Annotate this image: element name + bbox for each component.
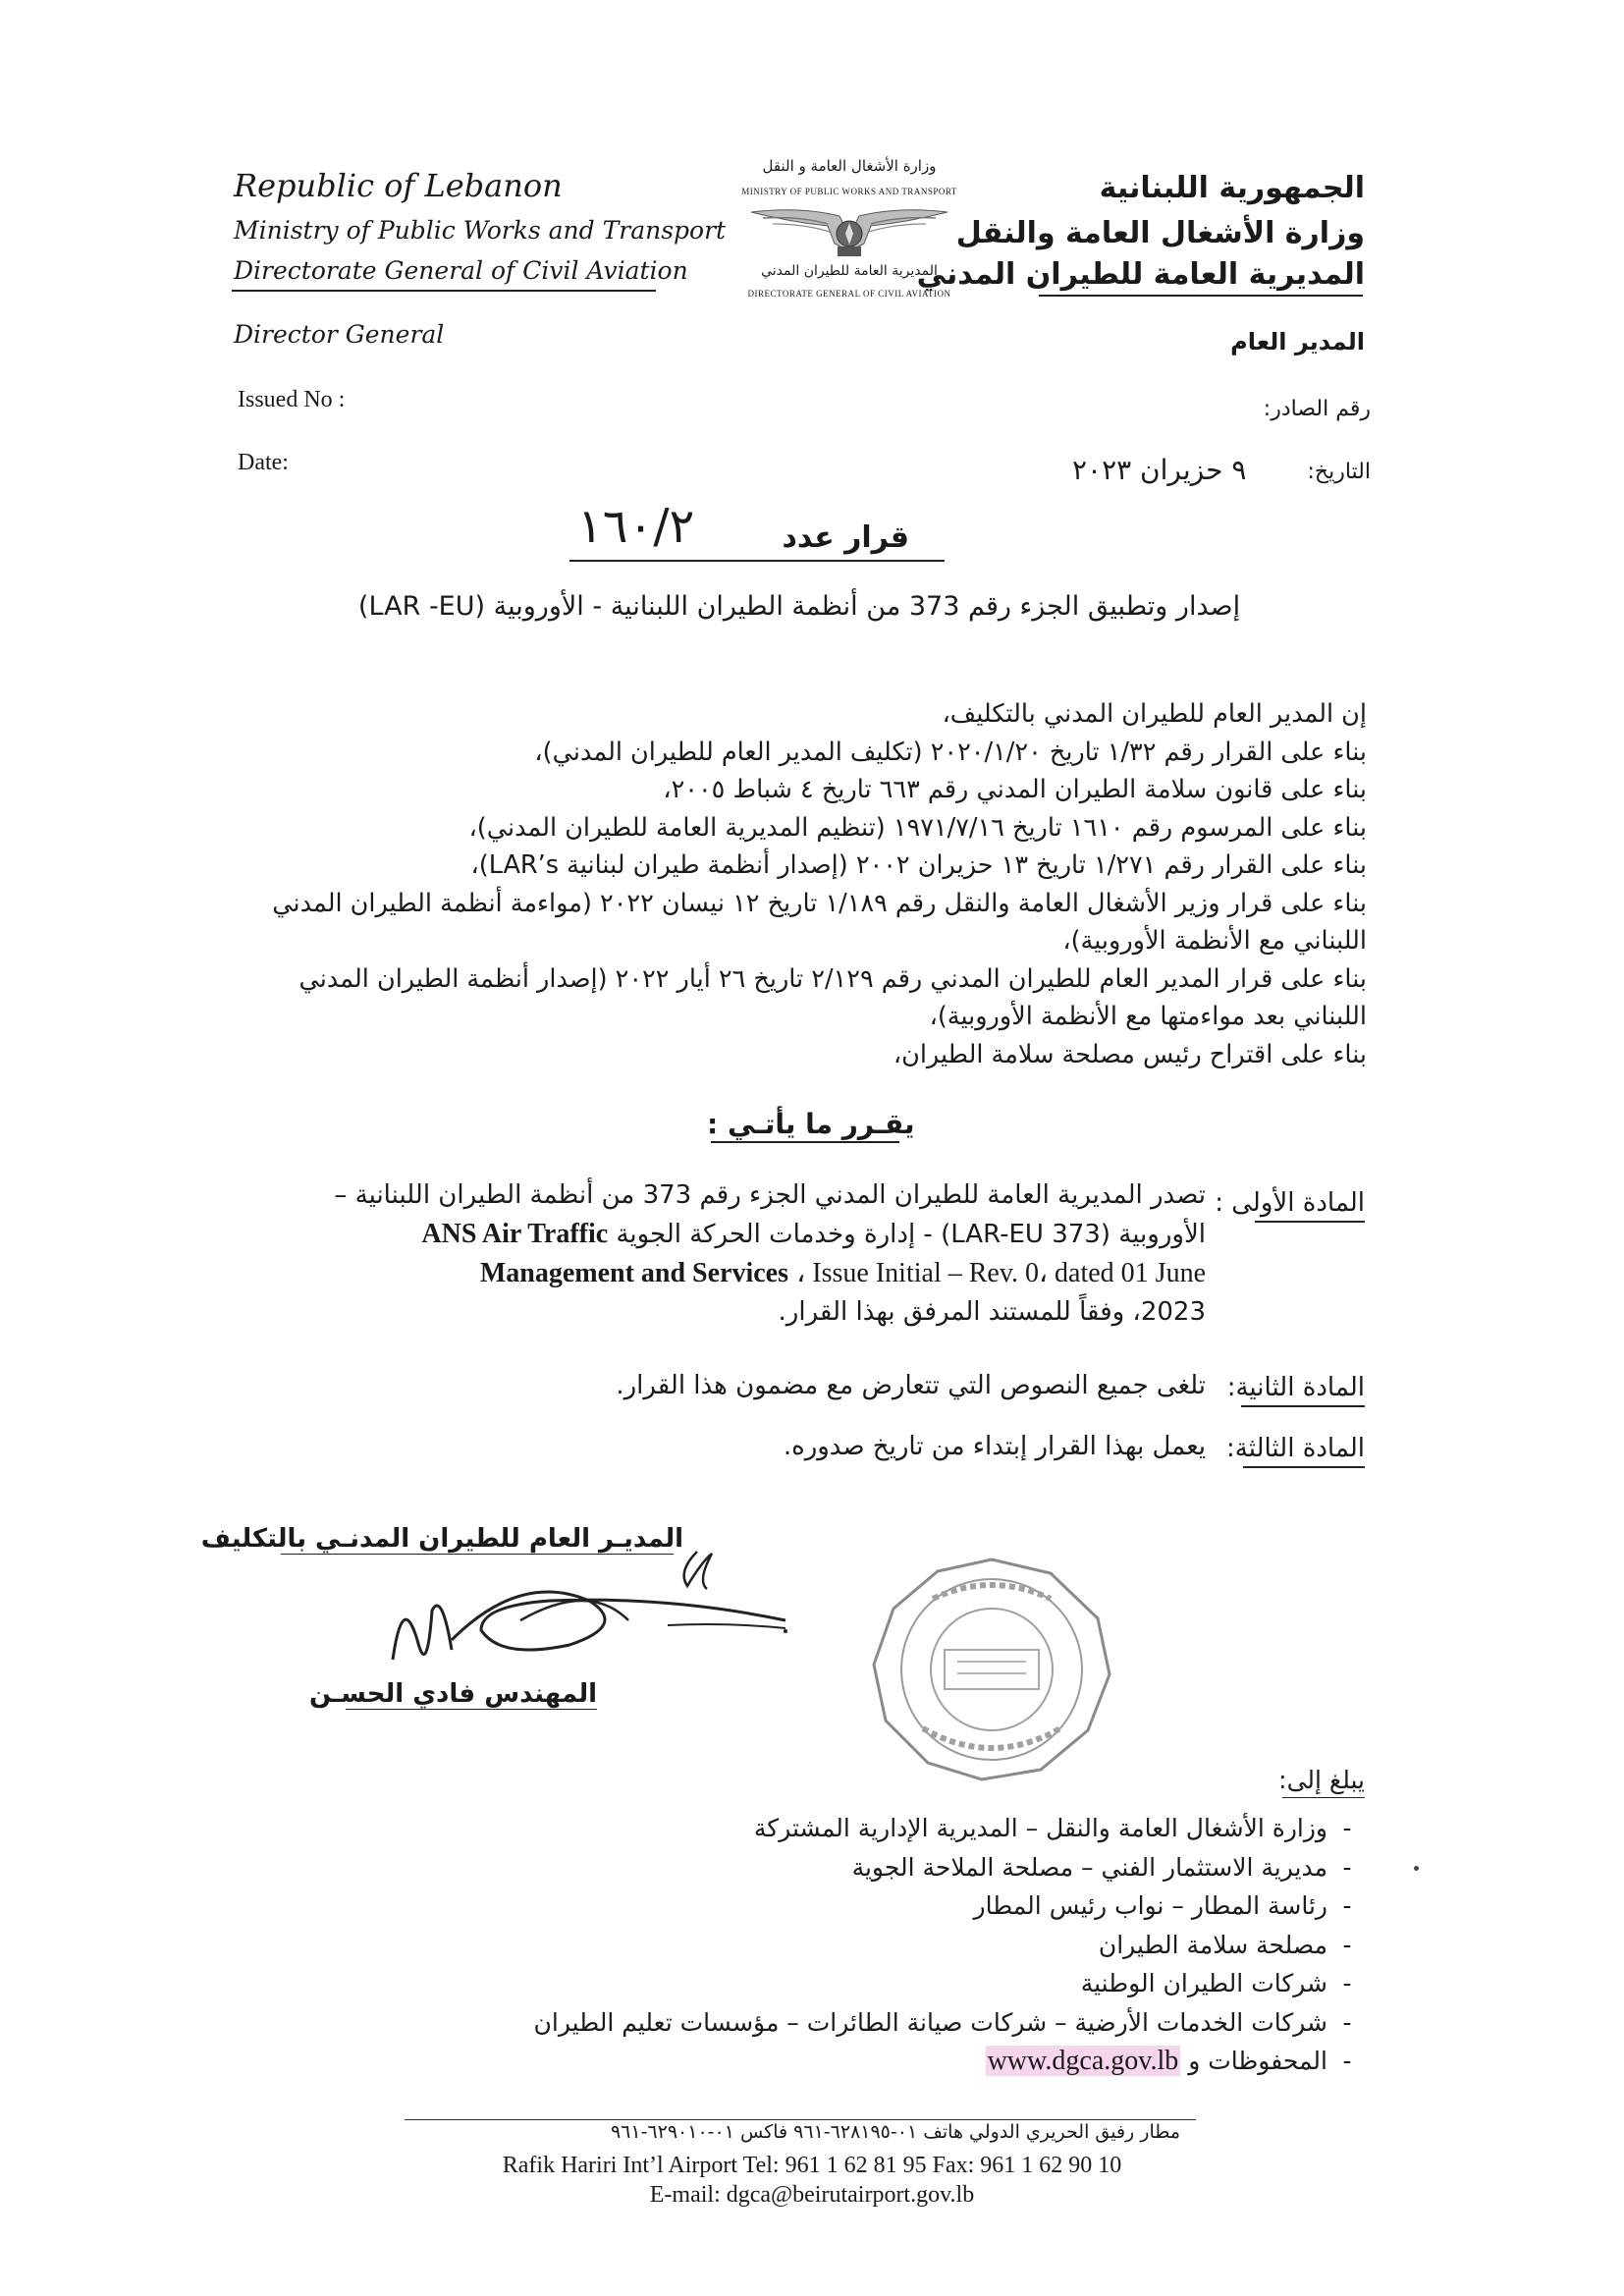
director-role-ar: المدير العام xyxy=(1230,328,1365,355)
list-dash: - xyxy=(1342,2007,1352,2037)
article-1-en-bold: Management and Services xyxy=(479,1258,788,1288)
handwritten-signature-icon xyxy=(373,1532,844,1699)
list-item-text: وزارة الأشغال العامة والنقل – المديرية الإدارية المشتركة xyxy=(753,1814,1327,1842)
article-1-body xyxy=(334,1176,1206,1332)
list-item xyxy=(385,2042,1367,2081)
handwritten-date: ٩ حزيران ٢٠٢٣ xyxy=(1072,454,1247,486)
signatory-name: المهندس فادي الحسـن xyxy=(309,1679,597,1709)
signatory-name-underline xyxy=(346,1709,597,1710)
preamble xyxy=(228,695,1367,1073)
article-1-underline xyxy=(1255,1221,1365,1223)
cc-heading: يبلغ إلى: xyxy=(1278,1766,1365,1794)
list-item xyxy=(385,1964,1367,2003)
list-item-text: مديرية الاستثمار الفني – مصلحة الملاحة الجوية xyxy=(851,1852,1327,1882)
decision-subject: إصدار وتطبيق الجزء رقم 373 من أنظمة الطيران اللبنانية - الأوروبية (LAR -EU) xyxy=(357,591,1241,622)
preamble-line: بناء على قرار المدير العام للطيران المدني رقم ٢/١٢٩ تاريخ ٢٦ أيار ٢٠٢٢ (إصدار أنظمة الطيران المدني xyxy=(298,963,1367,994)
list-item xyxy=(385,1886,1367,1926)
article-1-line xyxy=(421,1215,1206,1254)
article-1-line xyxy=(450,1254,1206,1293)
article-3-label: المادة الثالثة: xyxy=(1226,1434,1365,1463)
list-dash: - xyxy=(1342,1891,1352,1920)
header-ar-underline xyxy=(1039,295,1363,297)
logo-text-en-top: MINISTRY OF PUBLIC WORKS AND TRANSPORT xyxy=(741,187,957,196)
cc-list xyxy=(385,1809,1367,2081)
preamble-line: بناء على اقتراح رئيس مصلحة سلامة الطيران، xyxy=(893,1039,1367,1069)
list-item xyxy=(385,1848,1367,1887)
directorate-title-en: Directorate General of Civil Aviation xyxy=(234,256,688,285)
logo-text-ar-bottom: المديرية العامة للطيران المدني xyxy=(761,263,938,279)
logo-text-en-bottom: DIRECTORATE GENERAL OF CIVIL AVIATION xyxy=(747,289,951,299)
margin-dot xyxy=(1414,1866,1419,1871)
footer-contact-ar: مطار رفيق الحريري الدولي هاتف ٠١-٦٢٨١٩٥-٩٦١ فاكس ٠١-٦٢٩٠١٠-٩٦١ xyxy=(610,2121,1180,2143)
ministry-title-ar: وزارة الأشغال العامة والنقل xyxy=(955,216,1365,250)
decision-label: قرار عدد xyxy=(782,520,909,555)
article-1-line: 2023، وفقاً للمستند المرفق بهذا القرار. xyxy=(778,1297,1206,1327)
article-2-underline xyxy=(1241,1405,1365,1407)
list-dash: - xyxy=(1342,1814,1352,1842)
article-1-en-bold: ANS Air Traffic xyxy=(421,1219,609,1249)
preamble-line: اللبناني بعد مواءمتها مع الأنظمة الأوروبية)، xyxy=(929,1002,1367,1031)
article-1-issue: ، Issue Initial – Rev. 0، dated 01 June xyxy=(796,1258,1206,1288)
republic-title-en: Republic of Lebanon xyxy=(234,167,563,204)
issued-no-label-ar: رقم الصادر: xyxy=(1263,397,1371,421)
date-label-ar: التاريخ: xyxy=(1307,460,1371,484)
article-3-underline xyxy=(1243,1466,1365,1468)
list-item xyxy=(385,1926,1367,1965)
preamble-line: اللبناني مع الأنظمة الأوروبية)، xyxy=(1062,926,1367,956)
decides-heading: يقـرر ما يأتـي : xyxy=(707,1108,915,1140)
ministry-wings-logo-icon xyxy=(702,155,997,302)
preamble-line: بناء على المرسوم رقم ١٦١٠ تاريخ ١٩٧١/٧/١٦ (تنظيم المديرية العامة للطيران المدني)، xyxy=(468,812,1367,843)
list-dash: - xyxy=(1342,1852,1352,1882)
website-link[interactable]: www.dgca.gov.lb xyxy=(987,2046,1179,2076)
list-dash: - xyxy=(1342,1930,1352,1959)
preamble-line: بناء على القرار رقم ١/٣٢ تاريخ ٢٠٢٠/١/٢٠ (تكليف المدير العام للطيران المدني)، xyxy=(534,737,1367,767)
decision-underline xyxy=(569,560,945,562)
footer-divider xyxy=(405,2119,1196,2120)
list-item-text: مصلحة سلامة الطيران xyxy=(1098,1930,1327,1959)
list-item xyxy=(385,2003,1367,2043)
preamble-line: بناء على القرار رقم ١/٢٧١ تاريخ ١٣ حزيران ٢٠٠٢ (إصدار أنظمة طيران لبنانية LAR’s)، xyxy=(470,850,1367,880)
date-label-en: Date: xyxy=(238,450,289,475)
signatory-title: المديـر العام للطيران المدنـي بالتكليف xyxy=(200,1524,683,1554)
footer-contact-en: Rafik Hariri Int’l Airport Tel: 961 1 62 81 95 Fax: 961 1 62 90 10 xyxy=(502,2153,1122,2178)
official-stamp-icon xyxy=(864,1552,1119,1787)
article-2-label: المادة الثانية: xyxy=(1226,1373,1365,1402)
directorate-title-ar: المديرية العامة للطيران المدني xyxy=(916,257,1365,292)
article-2-body: تلغى جميع النصوص التي تتعارض مع مضمون هذا القرار. xyxy=(616,1371,1206,1400)
preamble-line: بناء على قانون سلامة الطيران المدني رقم ٦٦٣ تاريخ ٤ شباط ٢٠٠٥، xyxy=(663,775,1367,804)
issued-no-label-en: Issued No : xyxy=(238,387,346,412)
cc-heading-underline xyxy=(1282,1797,1365,1798)
list-item xyxy=(385,1809,1367,1848)
ministry-title-en: Ministry of Public Works and Transport xyxy=(234,216,727,245)
list-dash: - xyxy=(1342,2047,1352,2075)
list-dash: - xyxy=(1342,1969,1352,1997)
article-1-ar-part: الأوروبية (LAR-EU 373) - إدارة وخدمات الحركة الجوية xyxy=(616,1220,1206,1249)
list-item-text: رئاسة المطار – نواب رئيس المطار xyxy=(973,1891,1327,1920)
article-3-body: يعمل بهذا القرار إبتداء من تاريخ صدوره. xyxy=(783,1432,1206,1461)
decision-number: ١٦٠/٢ xyxy=(577,499,695,554)
footer-email: E-mail: dgca@beirutairport.gov.lb xyxy=(649,2182,975,2208)
preamble-line: إن المدير العام للطيران المدني بالتكليف، xyxy=(942,699,1367,729)
header-en-underline xyxy=(232,290,656,292)
logo-text-ar-top: وزارة الأشغال العامة و النقل xyxy=(762,157,937,175)
decides-underline xyxy=(711,1141,899,1143)
list-item-text: شركات الخدمات الأرضية – شركات صيانة الطائرات – مؤسسات تعليم الطيران xyxy=(533,2007,1327,2037)
list-item-text: المحفوظات و xyxy=(1188,2047,1327,2075)
article-1-line: تصدر المديرية العامة للطيران المدني الجزء رقم 373 من أنظمة الطيران اللبنانية – xyxy=(334,1180,1206,1210)
director-role-en: Director General xyxy=(234,320,445,349)
preamble-line: بناء على قرار وزير الأشغال العامة والنقل رقم ١/١٨٩ تاريخ ١٢ نيسان ٢٠٢٢ (مواءمة أنظمة الطيران المدني xyxy=(272,888,1367,918)
list-item-text: شركات الطيران الوطنية xyxy=(1080,1969,1327,1997)
republic-title-ar: الجمهورية اللبنانية xyxy=(1099,171,1365,205)
article-1-label: المادة الأولى : xyxy=(1215,1188,1365,1218)
